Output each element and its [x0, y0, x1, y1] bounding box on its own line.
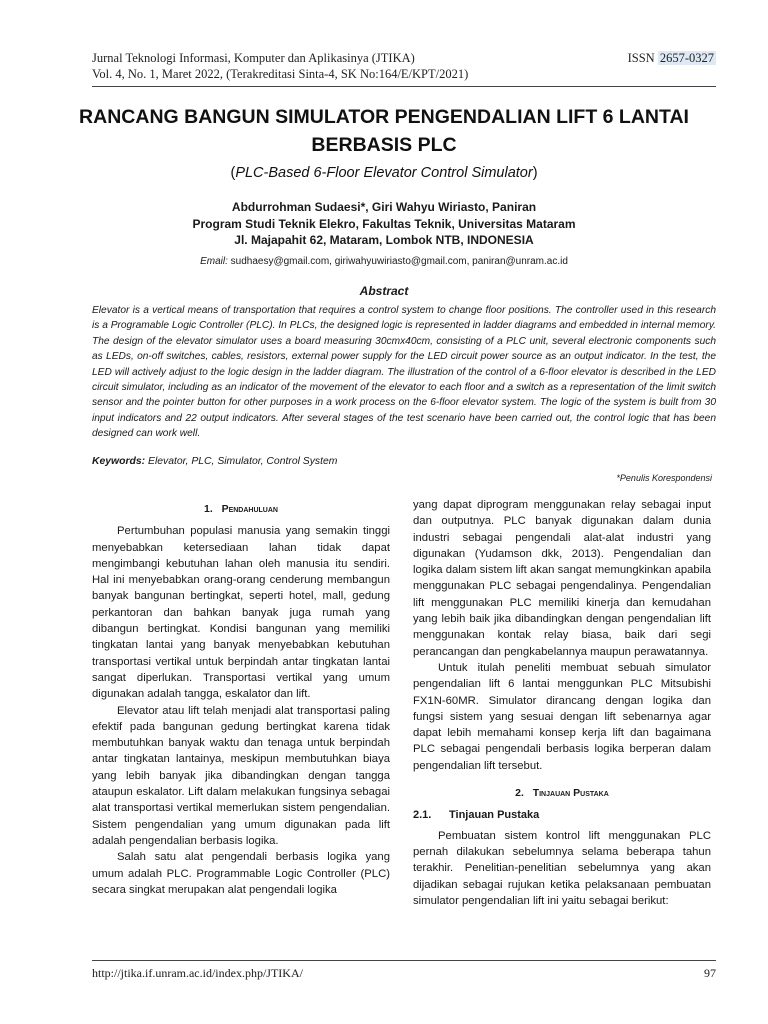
right-column — [413, 497, 711, 909]
affiliation: Program Studi Teknik Elekro, Fakultas Teknik, Universitas Mataram — [192, 216, 576, 231]
subtitle-text: PLC-Based 6-Floor Elevator Control Simulator — [235, 165, 533, 181]
paragraph: Pertumbuhan populasi manusia yang semakin tinggi menyebabkan ketersediaan lahan tidak dapat mengimbangi kebutuhan lahan oleh manusia itu sendiri. Hal ini menyebabkan orang-orang cenderung membangun banyak bangunan bertingkat, seperti hotel, mall, gedung perkantoran dan bahkan banyak juga rumah yang dibangun bertingkat. Kondisi bangunan yang memiliki tingkatan lantai yang banyak menyebabkan kebutuhan transportasi vertikal untuk berpindah antar tingkatan lantai sangat diperlukan. Transportasi vertikal yang umum digunakan adalah tangga, eskalator dan lift. — [92, 525, 390, 701]
paragraph: Untuk itulah peneliti membuat sebuah simulator pengendalian lift 6 lantai menggunkan PLC Mitsubishi FX1N-60MR. Simulator dirancang dengan logika dan fungsi sistem yang sesuai dengan lift sebenarnya agar dapat lebih memahami konsep kerja lift dan bagaimana PLC sebagai pengendali berbasis logika berperan dalam pengendalian lift tersebut. — [413, 661, 711, 772]
page-footer — [92, 966, 716, 981]
keywords-label: Keywords: — [92, 456, 146, 467]
page-number: 97 — [704, 966, 716, 980]
paragraph: Elevator atau lift telah menjadi alat transportasi paling efektif pada bangunan gedung bertingkat karena tidak membutuhkan banyak waktu dan tenaga untuk berpindah antar tingkatan lantainya, meskipun membutuhkan biaya yang lebih banyak jika dibandingkan dengan tangga ataupun eskalator. Lift dalam melakukan fungsinya sebagai alat transportasi vertikal memerlukan sistem pengendalian. Sistem pengendalian yang umum digunakan pada lift adalah pengendalian berbasis logika. — [92, 704, 390, 847]
keywords-line — [92, 456, 716, 467]
footer-url[interactable]: http://jtika.if.unram.ac.id/index.php/JTIKA/ — [92, 966, 303, 980]
abstract-text: Elevator is a vertical means of transportation that requires a control system to change floor positions. The controller used in this research is a Programable Logic Controller (PLC). In PLCs, the designed logic is represented in ladder diagrams and embedded in internal memory. The design of the elevator simulator uses a board measuring 30cmx40cm, consisting of a PLC unit, several electronic components such as LEDs, on-off switches, cables, resistors, external power supply for the LED circuit power source as an output indicator. In the test, the LED will actively adjust to the logic design in the ladder diagram. The illustration of the control of a 6-floor elevator is described in the LED circuit simulator, including as an indicator of the movement of the elevator to each floor and a switch as a representation of the limit switch sensor and the pointer button for other purposes in a work process on the 6-floor elevator system. The logic of the system is built from 30 input indicators and 22 output indicators. After several stages of the test scenario have been carried out, the control logic that has been designed can work well. — [92, 305, 716, 440]
paper-subtitle: (PLC-Based 6-Floor Elevator Control Simulator) — [230, 165, 538, 181]
journal-header — [92, 50, 716, 82]
author-block — [60, 199, 708, 249]
email-line — [60, 256, 708, 267]
email-label: Email: — [200, 256, 228, 267]
address: Jl. Majapahit 62, Mataram, Lombok NTB, INDONESIA — [234, 233, 534, 247]
subsection-2-1-heading — [413, 807, 711, 823]
left-column — [92, 499, 390, 898]
section-1-heading — [92, 501, 390, 517]
email-addresses: sudhaesy@gmail.com, giriwahyuwiriasto@gmail.com, paniran@unram.ac.id — [230, 256, 568, 267]
paragraph: Salah satu alat pengendali berbasis logika yang umum adalah PLC. Programmable Logic Controller (PLC) secara singkat merupakan alat pengendali logika — [92, 851, 390, 896]
paragraph: yang dapat diprogram menggunakan relay sebagai input dan outputnya. PLC banyak digunakan dalam dunia industri sebagai pengendali alat-alat industri yang digunakan (Yudamson dkk, 2013). Pengendalian dan logika dalam sistem lift akan sangat memungkinkan apabila menggunakan PLC sebagai pengendalinya. Pengendalian lift menggunakan PLC memiliki kinerja dan kemudahan yang lebih baik jika dibandingkan dengan pengendalian lift menggunakan kontak relay biasa, baik dari segi perancangan dan pengkabelannya maupun perawatannya. — [413, 499, 711, 658]
issn-number: 2657-0327 — [659, 51, 714, 65]
issn-label: ISSN — [627, 51, 655, 65]
section-2-heading — [413, 785, 711, 801]
section-2-title: Tinjauan Pustaka — [532, 787, 609, 800]
corresponding-note: *Penulis Korespondensi — [616, 473, 712, 483]
footer-divider — [92, 960, 716, 961]
subsection-2-1-number: 2.1. — [413, 809, 432, 822]
author-names: Abdurrohman Sudaesi*, Giri Wahyu Wiriasto, Paniran — [231, 200, 537, 214]
subsection-2-1-title: Tinjauan Pustaka — [449, 809, 540, 822]
keywords-text: Elevator, PLC, Simulator, Control System — [148, 456, 338, 467]
abstract-heading: Abstract — [359, 284, 409, 298]
journal-volume: Vol. 4, No. 1, Maret 2022, (Terakreditasi Sinta-4, SK No:164/E/KPT/2021) — [92, 67, 469, 81]
section-2-number: 2. — [515, 787, 524, 800]
header-divider — [92, 86, 716, 87]
section-1-number: 1. — [204, 503, 213, 515]
issn — [628, 50, 716, 66]
section-1-title: Pendahuluan — [221, 503, 278, 515]
journal-name: Jurnal Teknologi Informasi, Komputer dan Aplikasinya (JTIKA) — [92, 51, 415, 65]
paper-title: RANCANG BANGUN SIMULATOR PENGENDALIAN LIFT 6 LANTAI BERBASIS PLC — [79, 106, 689, 156]
paragraph: Pembuatan sistem kontrol lift menggunakan PLC pernah dilakukan sebelumnya selama beberapa tahun terakhir. Penelitian-penelitian sebelumnya yang akan dijadikan sebagai rujukan ketika pelaksanaan pembuatan simulator pengendalian lift ini yaitu sebagai berikut: — [413, 829, 711, 907]
